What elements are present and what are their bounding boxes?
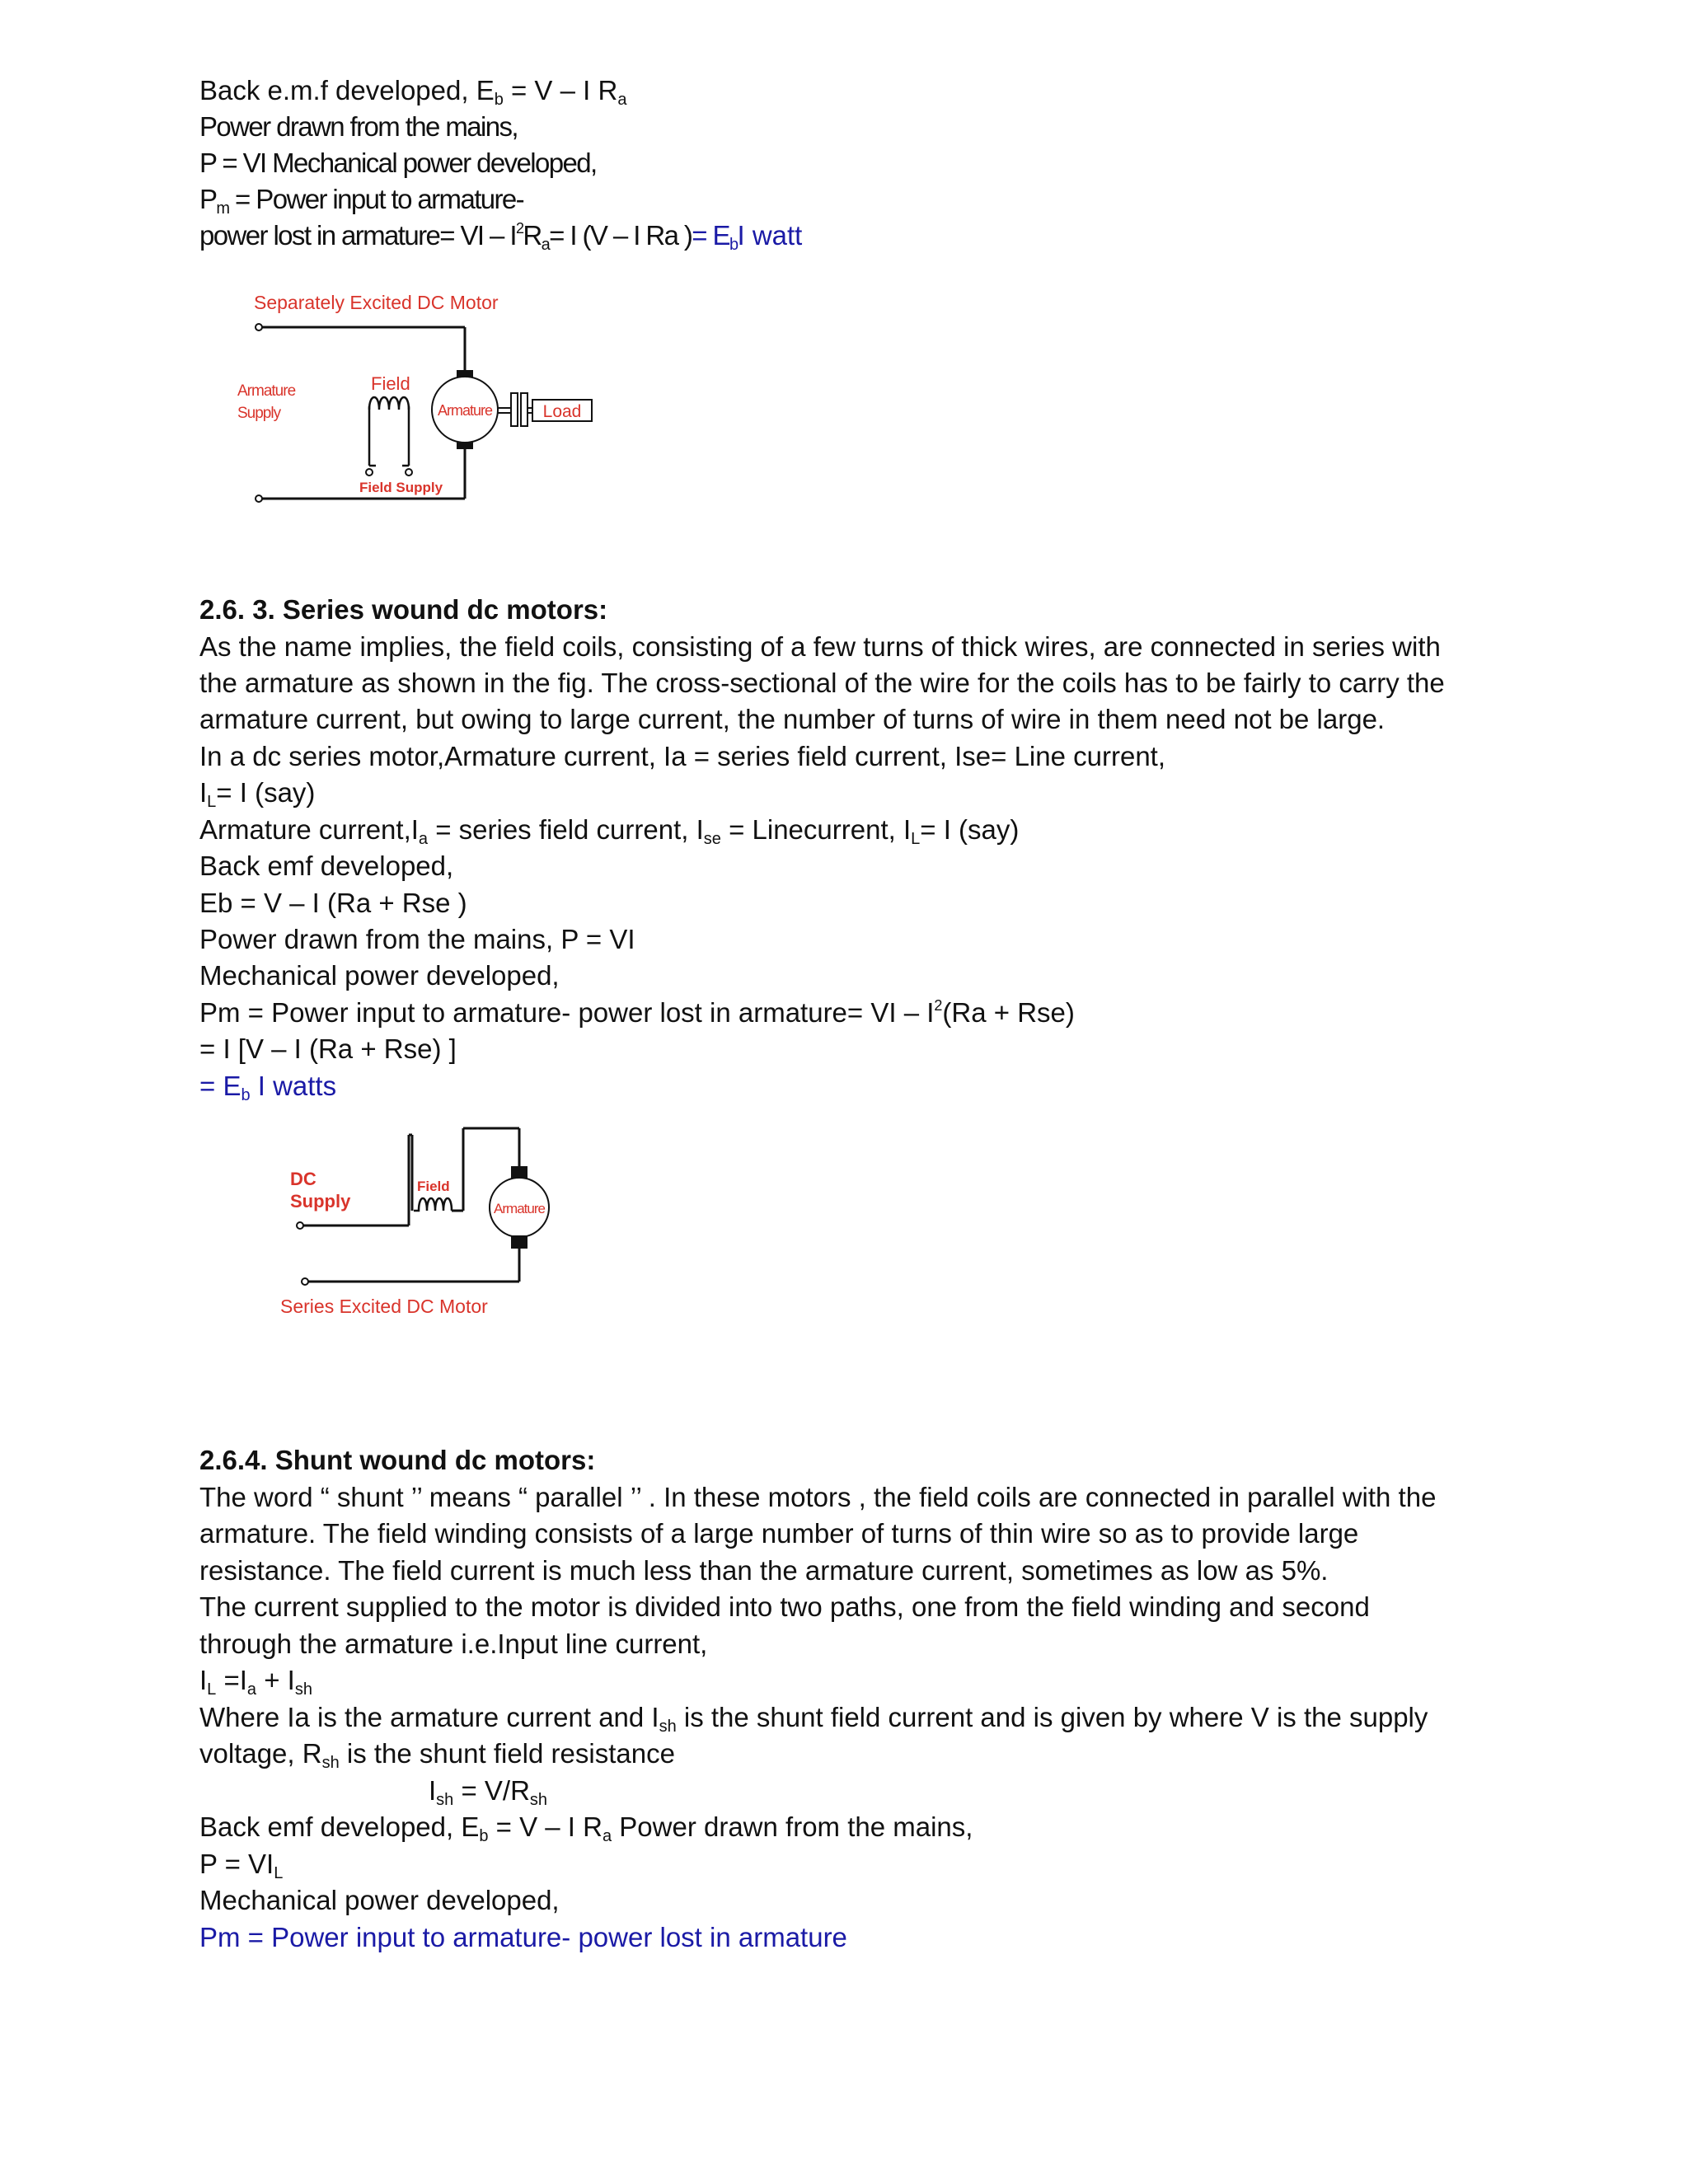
series-eb-line: Eb = V – I (Ra + Rse ) (199, 888, 467, 918)
series-back-emf-line: Back emf developed, (199, 851, 454, 881)
armature-supply-label-1: Armature (237, 382, 296, 400)
coupling (511, 393, 518, 426)
shunt-paragraph-2: armature. The field winding consists of a large number of turns of thin wire so as to provide large (199, 1518, 1359, 1549)
shunt-back-emf-line: Back emf developed, $E_b = V - I$ $R_a$ Power drawn from the mains, (199, 1811, 973, 1845)
armature-label: Armature (437, 402, 493, 419)
diagram1-title: Separately Excited DC Motor (254, 292, 499, 313)
shunt-paragraph-3: resistance. The field current is much less than the armature current, sometimes as low as 5%. (199, 1555, 1329, 1586)
shunt-paragraph-1: The word “ shunt ’’ means “ parallel ’’ . In these motors , the field coils are connected in parallel with the (199, 1482, 1437, 1512)
field-label: Field (417, 1179, 450, 1194)
dc-label: DC (290, 1169, 316, 1189)
series-mech-power-line: Mechanical power developed, (199, 960, 560, 991)
series-paragraph-3: armature current, but owing to large current, the number of turns of wire in them need not be large. (199, 704, 1386, 734)
power-lost-line: power lost in armature= VI – $I^2R_a= I$ (V – I Ra )= $E_bI$ watt (199, 220, 803, 254)
shunt-p-line: $P = VI_L$ (199, 1849, 284, 1882)
field-coil (414, 1198, 452, 1211)
series-result-line: = $E_b$ I watts (199, 1071, 337, 1104)
shunt-pm-line: Pm = Power input to armature- power lost in armature (199, 1922, 847, 1952)
field-label: Field (371, 373, 410, 394)
power-drawn-line: Power drawn from the mains, (199, 111, 518, 142)
series-paragraph-4: In a dc series motor,Armature current, Ia = series field current, Ise= Line current, (199, 741, 1166, 771)
diagram2-title: Series Excited DC Motor (280, 1296, 488, 1317)
series-line-il: $I_L= I$ (say) (199, 777, 316, 811)
shunt-il-line: $I_L =I_a + I_{sh}$ (199, 1665, 312, 1699)
supply-label: Supply (290, 1191, 351, 1212)
shunt-ish-formula: $I_{sh} = V/R_{sh}$ (429, 1775, 548, 1809)
terminal-bottom (256, 495, 262, 502)
shunt-where-line: Where Ia is the armature current and $I_{sh}$ is the shunt field current and is given by where V is the supply (199, 1702, 1428, 1736)
brush-bottom (511, 1235, 528, 1249)
shunt-paragraph-4: The current supplied to the motor is divided into two paths, one from the field winding and second (199, 1591, 1370, 1622)
terminal-top (297, 1222, 303, 1229)
pm-line: $P_m$ = Power input to armature- (199, 184, 524, 218)
shunt-heading: 2.6.4. Shunt wound dc motors: (199, 1445, 596, 1475)
field-coil (369, 397, 409, 466)
field-supply-label: Field Supply (359, 480, 443, 495)
terminal-top (256, 324, 262, 330)
armature-label: Armature (494, 1201, 545, 1216)
p-equals-vi-line: P = VI Mechanical power developed, (199, 148, 597, 178)
series-pm-line: Pm = Power input to armature- power lost in armature= VI – $I^2(Ra + Rse)$ (199, 997, 1075, 1028)
series-paragraph-1: As the name implies, the field coils, consisting of a few turns of thick wires, are connected in series with (199, 631, 1441, 662)
series-excited-motor-diagram (272, 1125, 585, 1323)
series-power-drawn-line: Power drawn from the mains, P = VI (199, 924, 635, 954)
load-label: Load (542, 402, 582, 421)
series-bracket-line: = I [V – I (Ra + Rse) ] (199, 1033, 457, 1064)
terminal-bottom (302, 1278, 308, 1285)
series-heading: 2.6. 3. Series wound dc motors: (199, 594, 608, 625)
series-armature-current-line: Armature $current,I_a$ = series field current, $I_{se}$ = Linecurrent, $I_L= I$ (say) (199, 814, 1020, 848)
separately-excited-motor-diagram (223, 284, 618, 523)
series-paragraph-2: the armature as shown in the fig. The cross-sectional of the wire for the coils has to be fairly to carry the (199, 668, 1445, 698)
shunt-mech-power-line: Mechanical power developed, (199, 1885, 560, 1915)
armature-supply-label-2: Supply (237, 405, 281, 422)
shunt-voltage-line: voltage, $R_{sh}$ is the shunt field resistance (199, 1738, 675, 1772)
shunt-paragraph-5: through the armature i.e.Input line current, (199, 1629, 708, 1659)
back-emf-line: Back e.m.f developed, $E_b = V - I$ $R_a$ (199, 75, 627, 109)
